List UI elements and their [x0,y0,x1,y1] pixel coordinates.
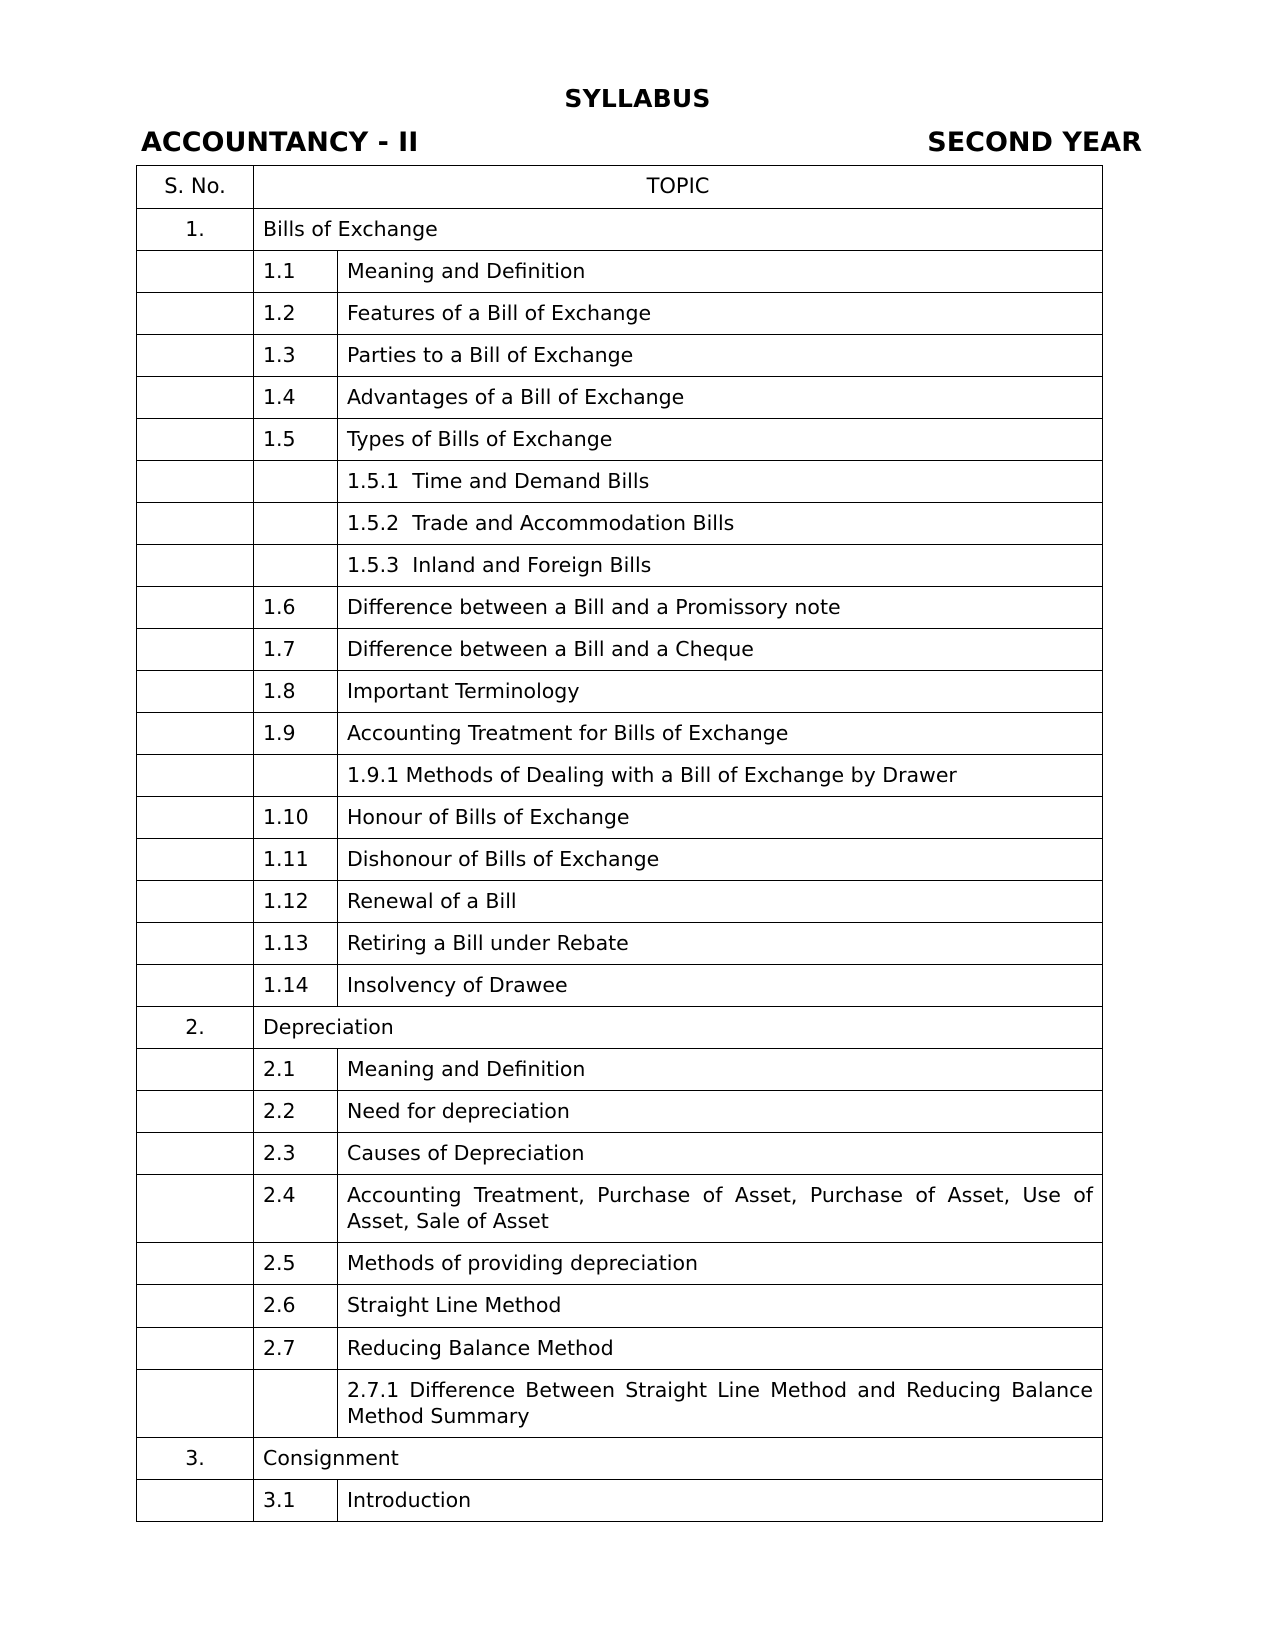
topic-label: Meaning and Definition [338,250,1103,292]
serial-cell-empty [137,1091,254,1133]
table-row [137,334,1103,376]
serial-cell-empty [137,250,254,292]
serial-cell-empty [137,376,254,418]
chapter-number: 3. [137,1437,254,1479]
topic-label: Methods of providing depreciation [338,1243,1103,1285]
chapter-title: Consignment [254,1437,1103,1479]
chapter-number: 1. [137,208,254,250]
serial-cell-empty [137,797,254,839]
table-row [137,923,1103,965]
topic-label: Insolvency of Drawee [338,965,1103,1007]
subtopic-number-cell-empty [254,460,338,502]
table-row [137,1007,1103,1049]
subtopic-number-cell-empty [254,755,338,797]
serial-cell-empty [137,1479,254,1521]
subtopic-number-cell-empty [254,1369,338,1437]
topic-number: 1.6 [254,586,338,628]
topic-label: Difference between a Bill and a Promissory note [338,586,1103,628]
table-row [137,1479,1103,1521]
year-title: SECOND YEAR [927,127,1142,158]
serial-cell-empty [137,839,254,881]
table-row [137,1437,1103,1479]
syllabus-table-wrapper [136,156,1102,1522]
subtopic-number-cell-empty [254,502,338,544]
serial-cell-empty [137,881,254,923]
serial-cell-empty [137,1049,254,1091]
topic-number: 1.14 [254,965,338,1007]
topic-number: 1.13 [254,923,338,965]
table-row [137,544,1103,586]
table-row [137,1285,1103,1327]
topic-label: Need for depreciation [338,1091,1103,1133]
table-row [137,671,1103,713]
table-row [137,713,1103,755]
serial-cell-empty [137,1285,254,1327]
serial-cell-empty [137,713,254,755]
subtopic-label: 1.5.3 Inland and Foreign Bills [338,544,1103,586]
serial-cell-empty [137,502,254,544]
topic-number: 1.1 [254,250,338,292]
topic-number: 1.8 [254,671,338,713]
topic-label: Types of Bills of Exchange [338,418,1103,460]
table-row [137,965,1103,1007]
topic-number: 1.3 [254,334,338,376]
serial-cell-empty [137,586,254,628]
serial-cell-empty [137,965,254,1007]
subtopic-label: 2.7.1 Difference Between Straight Line Method and Reducing Balance Method Summary [338,1369,1103,1437]
serial-cell-empty [137,418,254,460]
topic-number: 2.3 [254,1133,338,1175]
subtopic-label: 1.5.1 Time and Demand Bills [338,460,1103,502]
chapter-title: Depreciation [254,1007,1103,1049]
topic-number: 1.5 [254,418,338,460]
topic-number: 2.2 [254,1091,338,1133]
syllabus-table [136,165,1103,1522]
table-row [137,1243,1103,1285]
serial-cell-empty [137,1369,254,1437]
topic-number: 1.2 [254,292,338,334]
subtopic-number-cell-empty [254,544,338,586]
topic-number: 1.9 [254,713,338,755]
topic-label: Advantages of a Bill of Exchange [338,376,1103,418]
serial-cell-empty [137,755,254,797]
serial-cell-empty [137,923,254,965]
table-row [137,797,1103,839]
topic-label: Accounting Treatment, Purchase of Asset, Purchase of Asset, Use of Asset, Sale of Asset [338,1175,1103,1243]
serial-cell-empty [137,1243,254,1285]
serial-cell-empty [137,671,254,713]
table-row [137,502,1103,544]
topic-label: Features of a Bill of Exchange [338,292,1103,334]
page-title: SYLLABUS [564,84,711,113]
table-row [137,208,1103,250]
table-row [137,376,1103,418]
serial-cell-empty [137,1327,254,1369]
serial-cell-empty [137,460,254,502]
table-row [137,250,1103,292]
serial-cell-empty [137,292,254,334]
topic-number: 2.1 [254,1049,338,1091]
topic-label: Reducing Balance Method [338,1327,1103,1369]
serial-cell-empty [137,544,254,586]
table-row [137,1091,1103,1133]
topic-number: 1.7 [254,628,338,670]
table-header-row [137,166,1103,209]
column-header-topic: TOPIC [254,166,1103,209]
table-row [137,418,1103,460]
topic-number: 2.4 [254,1175,338,1243]
syllabus-table-body [137,166,1103,1522]
topic-label: Honour of Bills of Exchange [338,797,1103,839]
table-row [137,1133,1103,1175]
serial-cell-empty [137,1175,254,1243]
chapter-number: 2. [137,1007,254,1049]
subtopic-label: 1.5.2 Trade and Accommodation Bills [338,502,1103,544]
table-row [137,460,1103,502]
table-row [137,586,1103,628]
topic-label: Important Terminology [338,671,1103,713]
topic-number: 1.12 [254,881,338,923]
serial-cell-empty [137,628,254,670]
chapter-title: Bills of Exchange [254,208,1103,250]
topic-label: Meaning and Definition [338,1049,1103,1091]
topic-label: Renewal of a Bill [338,881,1103,923]
serial-cell-empty [137,1133,254,1175]
topic-number: 2.5 [254,1243,338,1285]
table-row [137,881,1103,923]
column-header-serial: S. No. [137,166,254,209]
table-row [137,1327,1103,1369]
topic-label: Straight Line Method [338,1285,1103,1327]
table-row [137,755,1103,797]
topic-label: Parties to a Bill of Exchange [338,334,1103,376]
table-row [137,1369,1103,1437]
table-row [137,292,1103,334]
topic-label: Difference between a Bill and a Cheque [338,628,1103,670]
topic-label: Causes of Depreciation [338,1133,1103,1175]
topic-number: 1.4 [254,376,338,418]
table-row [137,1175,1103,1243]
subtopic-label: 1.9.1 Methods of Dealing with a Bill of Exchange by Drawer [338,755,1103,797]
topic-number: 1.11 [254,839,338,881]
topic-number: 3.1 [254,1479,338,1521]
topic-number: 2.7 [254,1327,338,1369]
subject-year-header [0,111,1275,156]
table-row [137,839,1103,881]
topic-label: Retiring a Bill under Rebate [338,923,1103,965]
subject-title: ACCOUNTANCY - II [141,127,419,158]
topic-label: Introduction [338,1479,1103,1521]
topic-number: 2.6 [254,1285,338,1327]
serial-cell-empty [137,334,254,376]
topic-label: Dishonour of Bills of Exchange [338,839,1103,881]
topic-number: 1.10 [254,797,338,839]
topic-label: Accounting Treatment for Bills of Exchange [338,713,1103,755]
table-row [137,1049,1103,1091]
table-row [137,628,1103,670]
